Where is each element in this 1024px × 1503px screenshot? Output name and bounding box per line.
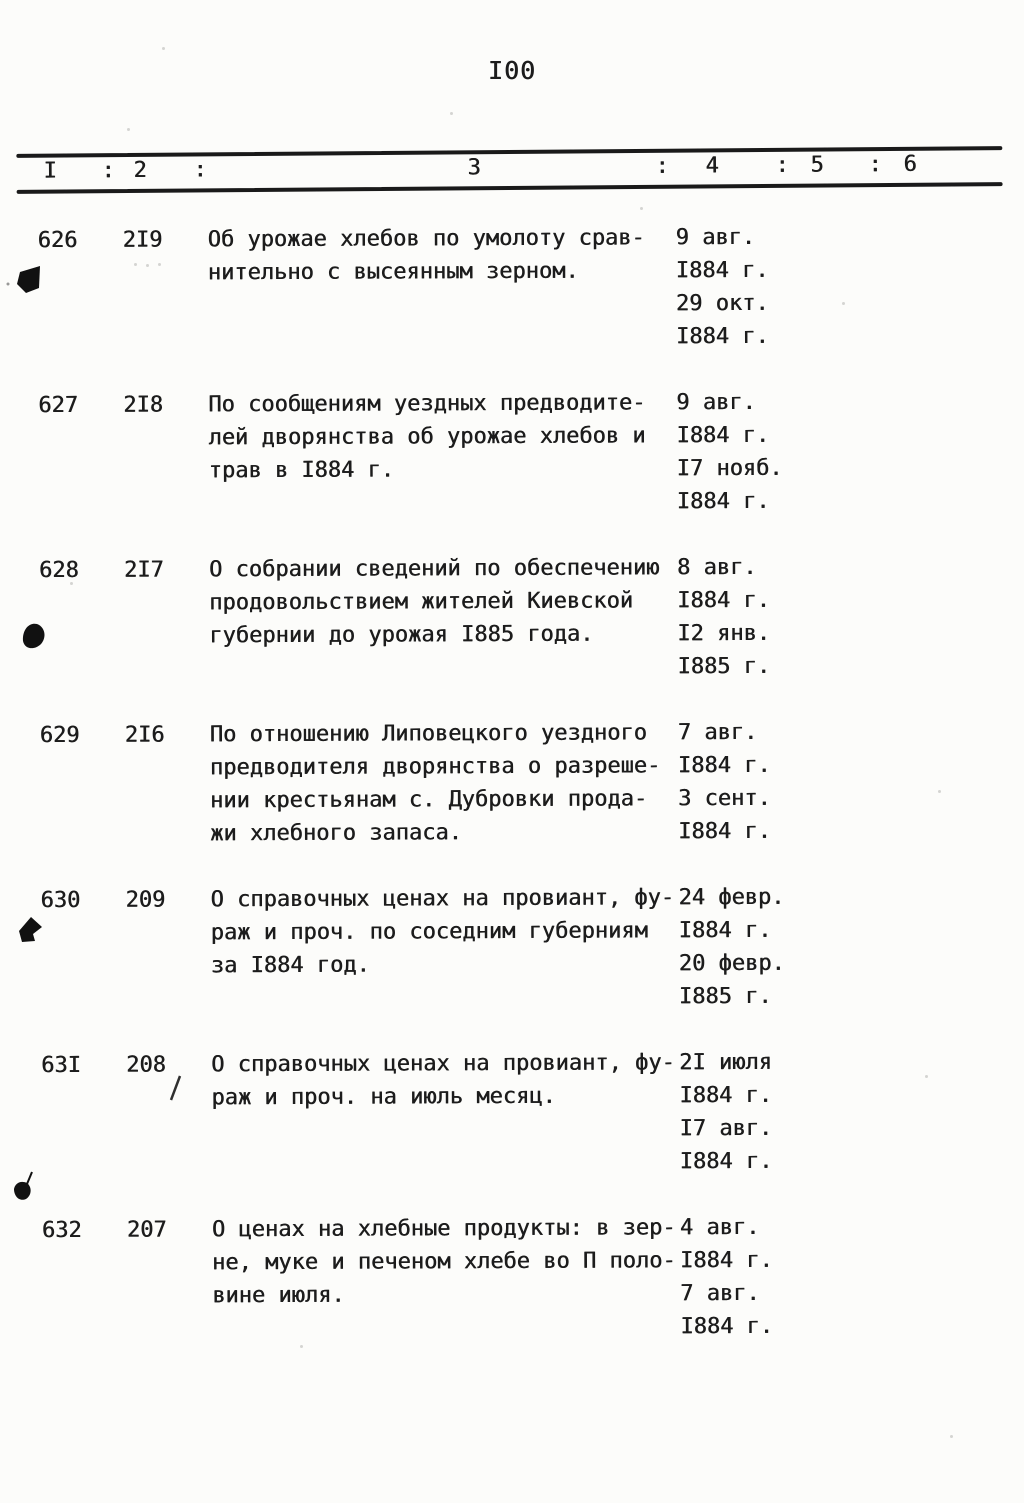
entry-number: 63I — [41, 1052, 81, 1079]
scan-speck — [127, 128, 130, 131]
scan-speck — [640, 207, 643, 210]
entry-title — [211, 1046, 680, 1180]
table-row — [1, 1045, 1024, 1181]
table-row — [0, 220, 1022, 356]
date-line: I884 г. — [676, 422, 770, 449]
date-line: 7 авг. — [680, 1280, 760, 1307]
entry-dates — [675, 220, 1022, 354]
scan-speck — [938, 790, 941, 793]
date-line: 8 авг. — [676, 554, 757, 581]
column-header-1: I — [43, 158, 57, 184]
date-line: I884 г. — [679, 1082, 773, 1109]
title-line: О справочных ценах на провиант, фу- — [211, 1050, 675, 1078]
date-line: I7 нояб. — [676, 455, 783, 482]
scan-speck — [450, 112, 453, 115]
date-line: I2 янв. — [677, 620, 771, 647]
date-line: 2I июля — [679, 1049, 772, 1076]
entry-dates — [680, 1210, 1024, 1344]
date-line: 24 февр. — [678, 884, 785, 911]
date-line: I884 г. — [680, 1313, 774, 1340]
entry-number: 627 — [38, 392, 79, 419]
table-row — [0, 880, 1024, 1016]
date-line: I885 г. — [678, 983, 772, 1010]
table-header — [0, 0, 1024, 224]
entry-number: 630 — [40, 887, 81, 914]
date-line: I884 г. — [677, 752, 771, 779]
title-line: По сообщениям уездных предводите- — [208, 390, 646, 418]
column-header-6: 6 — [903, 151, 917, 177]
date-line: 4 авг. — [679, 1214, 760, 1241]
entry-dates — [678, 880, 1024, 1014]
table-row — [0, 550, 1023, 686]
entry-title — [212, 1211, 681, 1345]
column-header-3: 3 — [467, 155, 481, 181]
date-line: I884 г. — [678, 917, 772, 944]
entry-old-number: 208 — [126, 1052, 166, 1078]
title-line: По отношению Липовецкого уездного — [209, 720, 647, 748]
scan-speck — [842, 302, 845, 305]
page-number: I00 — [487, 56, 537, 85]
entry-dates — [678, 715, 1024, 849]
date-line: I884 г. — [677, 587, 770, 614]
entry-title — [208, 386, 677, 520]
entry-number: 626 — [37, 227, 78, 254]
title-line: нительно с высеянным зерном. — [207, 258, 579, 286]
scan-speck — [70, 582, 73, 585]
date-line: I884 г. — [675, 257, 769, 284]
entry-title — [210, 881, 679, 1015]
title-line: за I884 год. — [210, 952, 370, 979]
title-line: Об урожае хлебов по умолоту срав- — [207, 225, 645, 253]
entry-old-number: 2I7 — [123, 557, 164, 583]
scan-speck — [146, 264, 149, 267]
entry-title — [207, 221, 676, 355]
entry-old-number: 207 — [126, 1217, 167, 1243]
title-line: лей дворянства об урожае хлебов и — [208, 423, 646, 451]
title-line: предводителя дворянства о разреше- — [209, 753, 661, 781]
scan-speck — [300, 1345, 303, 1348]
date-line: I884 г. — [679, 1247, 773, 1274]
date-line: 9 авг. — [675, 224, 756, 251]
title-line: О ценах на хлебные продукты: в зер- — [211, 1215, 676, 1243]
title-line: губернии до урожая I885 года. — [209, 621, 594, 649]
title-line: О справочных ценах на провиант, фу- — [210, 885, 675, 913]
column-separator: : — [101, 158, 115, 184]
entry-number: 628 — [38, 557, 79, 584]
date-line: I884 г. — [679, 1148, 773, 1175]
column-separator: : — [193, 157, 207, 183]
date-line: 3 сент. — [677, 785, 771, 812]
title-line: вине июля. — [212, 1282, 345, 1309]
entry-number: 629 — [39, 722, 80, 749]
column-separator: : — [775, 152, 789, 178]
date-line: I885 г. — [677, 653, 771, 680]
title-line: нии крестьянам с. Дубровки прода- — [209, 786, 648, 814]
entry-number: 632 — [41, 1217, 82, 1244]
date-line: I7 авг. — [679, 1115, 773, 1142]
entry-old-number: 2I6 — [124, 722, 165, 748]
column-header-4: 4 — [705, 153, 719, 179]
scan-speck — [162, 47, 165, 50]
title-line: раж и проч. на июль месяц. — [211, 1083, 556, 1111]
title-line: трав в I884 г. — [208, 457, 395, 484]
entry-title — [209, 551, 678, 685]
table-row — [0, 715, 1024, 851]
entry-old-number: 2I9 — [122, 227, 163, 253]
entry-dates — [677, 550, 1024, 684]
table-row — [2, 1210, 1024, 1346]
title-line: О собрании сведений по обеспечению — [208, 555, 660, 583]
date-line: 29 окт. — [675, 290, 769, 317]
entry-title — [210, 716, 679, 850]
date-line: 7 авг. — [677, 719, 758, 746]
date-line: I884 г. — [675, 323, 769, 350]
entries-list — [0, 220, 1024, 1379]
title-line: продовольствием жителей Киевской — [209, 588, 634, 616]
scan-speck — [925, 1075, 928, 1078]
entry-old-number: 209 — [125, 887, 166, 913]
column-header-5: 5 — [810, 152, 824, 178]
scan-speck — [158, 263, 161, 266]
scan-speck — [134, 263, 137, 266]
date-line: I884 г. — [678, 818, 771, 845]
column-separator: : — [655, 153, 669, 179]
column-header-2: 2 — [133, 157, 147, 183]
date-line: I884 г. — [676, 488, 770, 515]
entry-old-number: 2I8 — [123, 392, 164, 418]
date-line: 9 авг. — [676, 389, 756, 416]
title-line: раж и проч. по соседним губерниям — [210, 918, 648, 946]
title-line: не, муке и печеном хлебе во П поло- — [211, 1248, 676, 1276]
header-rule-bottom — [17, 182, 1003, 194]
date-line: 20 февр. — [678, 950, 785, 977]
column-separator: : — [868, 152, 882, 178]
table-row — [0, 385, 1023, 521]
entry-dates — [679, 1045, 1024, 1179]
header-rule-top — [16, 146, 1002, 158]
entry-dates — [676, 385, 1023, 519]
title-line: жи хлебного запаса. — [210, 820, 462, 847]
scan-speck — [950, 1435, 953, 1438]
